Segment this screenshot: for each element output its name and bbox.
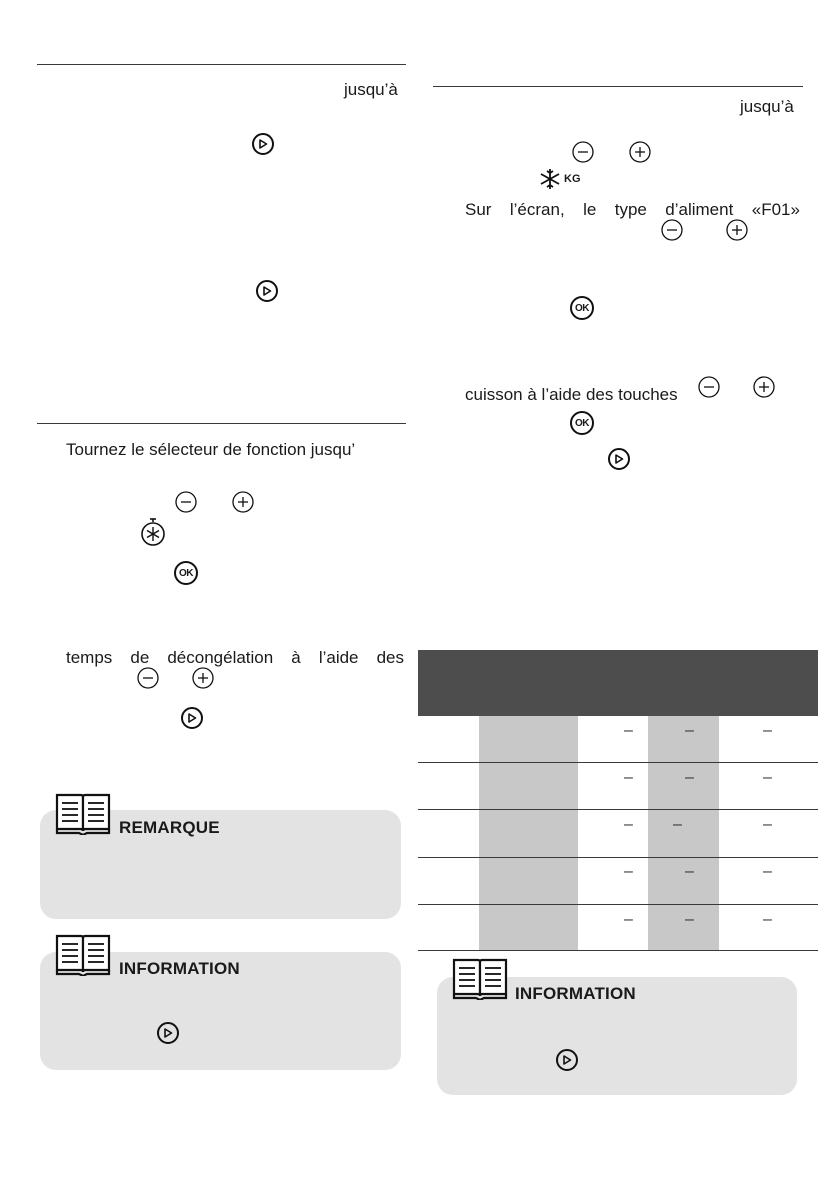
food-type-instruction: Sur l’écran, le type d’aliment «F01» — [465, 200, 800, 219]
start-button-icon — [608, 448, 630, 470]
minus-button-icon — [572, 141, 594, 163]
table-cell-dash: – — [763, 911, 772, 928]
left-jusqua-text: jusqu’à — [344, 80, 398, 99]
table-cell-dash: – — [763, 722, 772, 739]
remarque-title: REMARQUE — [119, 818, 220, 837]
table-row-divider — [418, 762, 818, 763]
table-cell-dash: – — [685, 769, 694, 786]
table-row-divider — [418, 809, 818, 810]
information-title-left: INFORMATION — [119, 959, 240, 978]
table-bottom-rule — [418, 950, 818, 951]
table-cell-dash: – — [685, 911, 694, 928]
information-title-right: INFORMATION — [515, 984, 636, 1003]
ok-button-icon: OK — [570, 296, 594, 320]
table-cell-dash: – — [624, 863, 633, 880]
table-shaded-column — [648, 716, 719, 951]
left-top-rule — [37, 64, 406, 65]
table-row-divider — [418, 904, 818, 905]
plus-button-icon — [232, 491, 254, 513]
table-cell-dash: – — [763, 769, 772, 786]
right-jusqua-text: jusqu’à — [740, 97, 794, 116]
table-cell-dash: – — [685, 863, 694, 880]
plus-button-icon — [629, 141, 651, 163]
ok-button-icon: OK — [174, 561, 198, 585]
start-button-icon — [252, 133, 274, 155]
table-cell-dash: – — [763, 863, 772, 880]
table-cell-dash: – — [624, 816, 633, 833]
book-icon — [452, 958, 508, 1005]
minus-button-icon — [175, 491, 197, 513]
minus-button-icon — [661, 219, 683, 241]
defrost-timer-icon — [140, 517, 166, 547]
plus-button-icon — [726, 219, 748, 241]
cooking-keys-instruction: cuisson à l’aide des touches — [465, 385, 678, 404]
table-cell-dash: – — [624, 722, 633, 739]
left-section-rule — [37, 423, 406, 424]
table-cell-dash: – — [624, 911, 633, 928]
table-cell-dash: – — [685, 722, 694, 739]
plus-button-icon — [192, 667, 214, 689]
table-cell-dash: – — [763, 816, 772, 833]
table-shaded-column — [479, 716, 578, 951]
table-header — [418, 650, 818, 716]
kg-label: KG — [564, 173, 581, 185]
table-cell-dash: – — [624, 769, 633, 786]
table-row-divider — [418, 857, 818, 858]
book-icon — [55, 934, 111, 981]
book-icon — [55, 793, 111, 840]
start-button-icon — [181, 707, 203, 729]
snowflake-icon — [539, 168, 561, 190]
start-button-icon — [256, 280, 278, 302]
start-button-icon — [157, 1022, 179, 1044]
table-cell-dash: – — [673, 816, 682, 833]
start-button-icon — [556, 1049, 578, 1071]
minus-button-icon — [137, 667, 159, 689]
defrost-time-instruction: temps de décongélation à l’aide des — [66, 648, 404, 667]
turn-selector-instruction: Tournez le sélecteur de fonction jusqu’ — [66, 440, 356, 459]
minus-button-icon — [698, 376, 720, 398]
ok-button-icon: OK — [570, 411, 594, 435]
plus-button-icon — [753, 376, 775, 398]
right-top-rule — [433, 86, 803, 87]
